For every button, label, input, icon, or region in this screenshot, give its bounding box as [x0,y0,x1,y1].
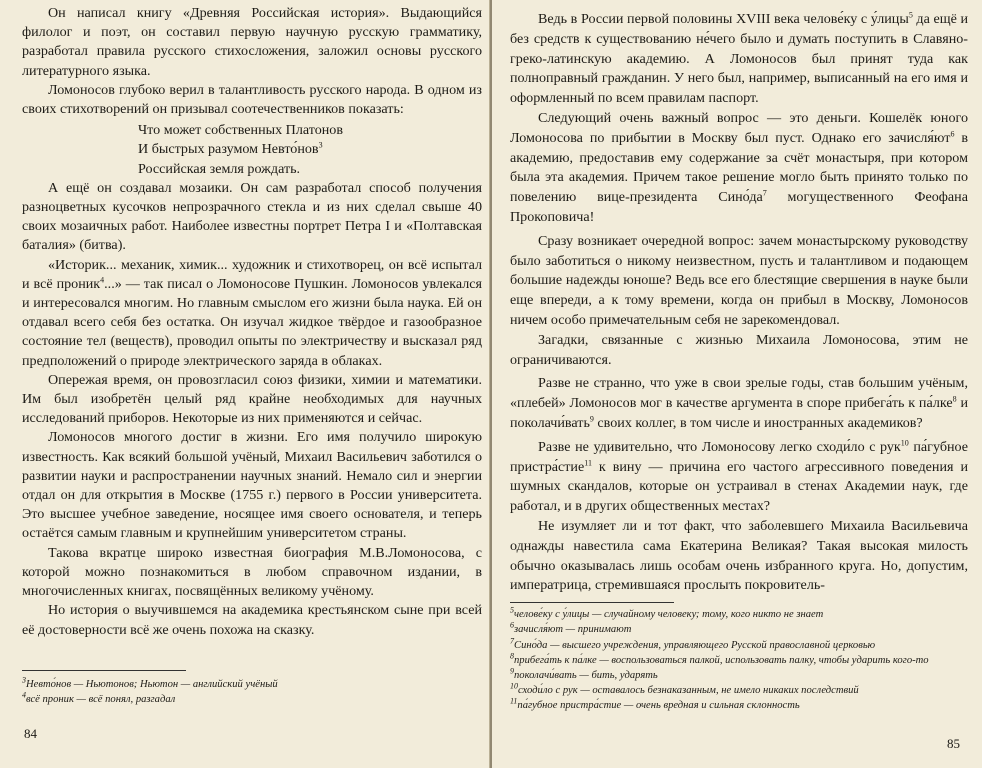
paragraph-text: к вину — причина его частого агрессивного поведения и шумных скандалов, которые он устраивал в стенах Академии наук, где работал, и в других общественных местах? [510,458,968,515]
footnote-text: сходи́ло с рук — оставалось безнаказанным, не имело никаких последствий [518,685,859,697]
footnote [510,683,968,698]
footnote-divider [510,602,674,603]
footnote-divider [22,670,186,671]
footnote-ref: 4 [100,275,105,285]
right-page [492,0,982,768]
footnote-number: 11 [510,696,518,706]
paragraph-text: «Историк... механик, химик... художник и стихотворец, он всё испытал и всё проник [22,256,482,292]
paragraph-text: Разве не удивительно, что Ломоносову легко сходи́ло с рук [538,438,901,455]
paragraph: А ещё он создавал мозаики. Он сам разработал способ получения разноцветных кусочков непрозрачного стекла и из них сделал свыше 40 своих мозаичных работ. Наиболее известны портрет Петра I и «Полтавская баталия» (битва). [22,179,482,254]
page-number: 84 [24,726,37,741]
footnote [22,692,482,707]
footnote-number: 4 [22,690,26,700]
paragraph-text: могущественного Феофана Прокоповича! [510,189,968,225]
footnote-number: 3 [22,675,26,685]
footnote-number: 9 [510,666,514,676]
footnote-text: челове́ку с у́лицы — случайному человеку; тому, кого никто не знает [514,609,824,621]
paragraph: Опережая время, он провозгласил союз физики, химии и математики. Им был изобретён целый ряд крайне необходимых для научных исследований приборов. Некоторые из них применяются и сейчас. [22,371,482,427]
paragraph-text: Разве не странно, что уже в свои зрелые годы, став большим учёным, «плебей» Ломоносов мог в качестве аргумента в споре прибега́ть к па́лке [510,375,968,412]
footnote [510,668,968,683]
paragraph-text: па́губное пристра́стие [510,438,969,475]
footnote-ref: 10 [900,438,909,448]
paragraph: Но история о выучившемся на академика крестьянском сыне при всей её достоверности всё же очень похожа на сказку. [22,602,482,638]
paragraph [510,109,968,228]
footnote [510,635,968,653]
footnote [510,653,968,668]
footnote-ref: 5 [908,10,913,20]
poem-quote [138,121,482,179]
poem-line: Что может собственных Платонов [138,122,344,139]
footnote-text: Сино́да — высшего учреждения, управляющего Русской православной церковью [514,639,876,651]
footnote-text: всё проник — всё понял, разгадал [26,693,176,705]
paragraph-text: своих коллег, в том числе и иностранных академиков? [593,414,923,431]
footnote-ref: 7 [762,188,767,198]
footnote [22,677,482,692]
right-page-body [510,10,968,596]
footnote-ref: 11 [584,457,592,467]
paragraph-text: Следующий очень важный вопрос — это деньги. Кошелёк юного Ломоносова по прибытии в Москву был пуст. Однако его зачисля́ют [510,109,968,146]
paragraph-text: ...» — так писал о Ломоносове Пушкин. Ломоносов увлекался и интересовался многим. Но главным смыслом его жизни была наука. Ей он отдавал всего себя без остатка. Он изучал жидкое твёрдое и газообразное состояние тел (веществ), проводил опыты по электричеству и высказал ряд предположений о природе электрического заряда в облаках. [22,275,482,369]
paragraph-text: да ещё и без средств к существованию не́чего было и думать поступить в Славяно-греко-латинскую академию. А Ломоносов был принят туда как полноправный гражданин. У него был, например, выписанный на его имя и оформленный по всем правилам паспорт. [510,11,968,107]
paragraph [510,10,968,109]
paragraph: Такова вкратце широко известная биография М.В.Ломоносова, с которой можно познакомиться в любом справочном издании, в многочисленных книгах, посвящённых великому учёному. [22,544,482,600]
paragraph-text: Ведь в России первой половины XVIII века челове́ку с у́лицы [538,11,909,27]
paragraph-text: в академию, предоставив ему содержание за счёт монастыря, при котором была эта академия. Причем такое решение могло быть принято только по повелению вице-президента Сино́да [510,129,968,206]
footnote-number: 10 [510,681,518,691]
paragraph: Ломоносов глубоко верил в талантливость русского народа. В одном из своих стихотворений он призывал соотечественников показать: [22,81,482,118]
footnote-number: 7 [510,635,514,645]
footnote-text: поколачи́вать — бить, ударять [514,669,658,681]
paragraph [22,256,482,371]
footnote [510,607,968,622]
paragraph: Сразу возникает очередной вопрос: зачем монастырскому руководству было заботиться о никому неизвестном, пусть и талантливом и подающем большие надежды юноше? Ведь все его блестящие свершения в науке были еще впереди, а к тому времени, когда он прибыл в Москву, Ломоносов ничем особо примечательным себя не зарекомендовал. [510,232,968,328]
poem-line: Российская земля рождать. [138,160,301,177]
footnote-ref: 6 [950,129,955,139]
paragraph [510,438,968,517]
footnote-text: зачисля́ют — принимают [514,624,632,636]
paragraph: Он написал книгу «Древняя Российская история». Выдающийся филолог и поэт, он составил первую научную русскую грамматику, разработал правила русского стихосложения, заложил основы русского литературного языка. [22,5,482,79]
poem-line-text: И быстрых разумом Невто́нов [138,141,319,158]
footnote-number: 6 [510,620,514,630]
page-number: 85 [947,736,960,751]
paragraph: Ломоносов многого достиг в жизни. Его имя получило широкую известность. Как всякий большой учёный, Михаил Васильевич заботился о развитии науки и распространении научных знаний. Немало сил и энергии отдал он для открытия в Москве (1755 г.) первого в России университета. Это высшее учебное заведение, носящее имя своего основателя, и теперь остаётся самым главным и крупнейшим университетом страны. [22,429,482,542]
footnote [510,622,968,637]
footnote-text: Невто́нов — Ньютонов; Ньютон — английский учёный [26,678,278,690]
footnote-text: па́губное пристра́стие — очень вредная и сильная склонность [517,700,800,712]
paragraph [510,374,968,433]
poem-line [138,140,482,159]
footnote-number: 8 [510,651,514,661]
paragraph-text: и поколачи́вать [510,395,969,431]
footnote-text: прибега́ть к па́лке — воспользоваться палкой, использовать палку, чтобы ударить кого-то [514,654,929,666]
footnote-ref: 8 [952,394,957,404]
left-footnotes [22,677,482,707]
left-page-body [22,4,482,640]
paragraph: Не изумляет ли и тот факт, что заболевшего Михаила Васильевича однажды навестила сама Екатерина Великая? Такая высокая милость обычно оказывалась лишь особам очень избранного круга. Но, допустим, императрица, стремившаяся прослыть покровитель- [510,517,968,594]
footnote-number: 5 [510,605,514,615]
footnote-ref: 3 [318,140,323,150]
right-footnotes [510,607,968,713]
footnote [510,698,968,713]
footnote-ref: 9 [589,414,594,424]
paragraph: Загадки, связанные с жизнью Михаила Ломоносова, этим не ограничиваются. [510,331,968,368]
left-page [0,0,490,768]
